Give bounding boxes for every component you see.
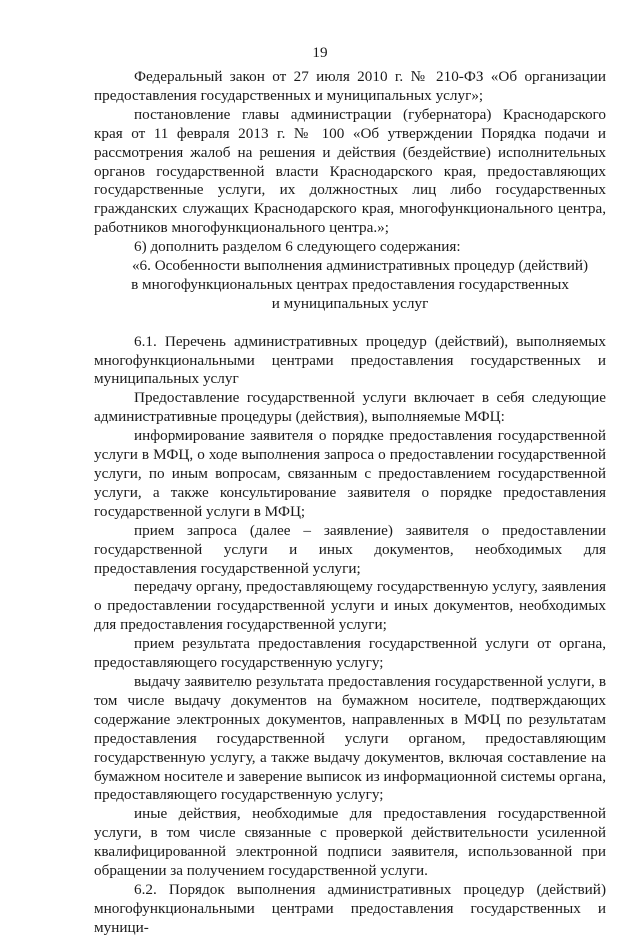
section-heading-line: «6. Особенности выполнения административных процедур (действий) (131, 257, 589, 275)
paragraph-result-issue: выдачу заявителю результата предоставления государственной услуги, в том числе выдачу документов на бумажном носителе, подтверждающих содержание электронных документов, направленных в МФЦ по результатам предоставления государственной услуги органом, предоставляющим государственную услугу, а также выдачу документов, включая составление на бумажном носителе и заверение выписок из информационной системы органа, предоставляющего государственную услугу; (94, 672, 606, 804)
paragraph-request-intake: прием запроса (далее – заявление) заявителя о предоставлении государственной услуги и иных документов, необходимых для предоставления государственной услуги; (94, 521, 606, 577)
paragraph-result-intake: прием результата предоставления государственной услуги от органа, предоставляющего государственную услугу; (94, 635, 606, 672)
section-heading (94, 257, 606, 314)
document-body (94, 68, 606, 938)
paragraph-governor-resolution: постановление главы администрации (губернатора) Краснодарского края от 11 февраля 2013 г. № 100 «Об утверждении Порядка подачи и рассмотрения жалоб на решения и действия (бездействие) исполнительных органов государственной власти Краснодарского края, предоставляющих государственные услуги, их должностных лиц либо государственных гражданских служащих Краснодарского края, многофункционального центра, работников многофункционального центра.»; (94, 105, 606, 237)
blank-line (94, 314, 606, 333)
paragraph-6-2-title: 6.2. Порядок выполнения административных процедур (действий) многофункциональными центрами предоставления государственных и муници- (94, 880, 606, 936)
page-number: 19 (312, 44, 328, 61)
paragraph-procedures-intro: Предоставление государственной услуги включает в себя следующие административные процедуры (действия), выполняемые МФЦ: (94, 389, 606, 426)
paragraph-other-actions: иные действия, необходимые для предоставления государственной услуги, в том числе связанные с проверкой действительности усиленной квалифицированной электронной подписи заявителя, использованной при обращении за получением государственной услуги. (94, 805, 606, 880)
paragraph-6-1-title: 6.1. Перечень административных процедур (действий), выполняемых многофункциональными центрами предоставления государственных и муниципальных услуг (94, 332, 606, 388)
paragraph-transfer: передачу органу, предоставляющему государственную услугу, заявления о предоставлении государственной услуги и иных документов, необходимых для предоставления государственной услуги; (94, 578, 606, 634)
section-heading-line: и муниципальных услуг (271, 294, 429, 312)
paragraph-informing: информирование заявителя о порядке предоставления государственной услуги в МФЦ, о ходе выполнения запроса о предоставлении государственной услуги, по иным вопросам, связанным с предоставлением государственной услуги, а также консультирование заявителя о порядке предоставления государственной услуги в МФЦ; (94, 427, 606, 520)
section-heading-line: в многофункциональных центрах предоставления государственных (131, 275, 569, 293)
paragraph-add-section: 6) дополнить разделом 6 следующего содержания: (134, 238, 461, 256)
paragraph-federal-law: Федеральный закон от 27 июля 2010 г. № 210-ФЗ «Об организации предоставления государственных и муниципальных услуг»; (94, 68, 606, 104)
